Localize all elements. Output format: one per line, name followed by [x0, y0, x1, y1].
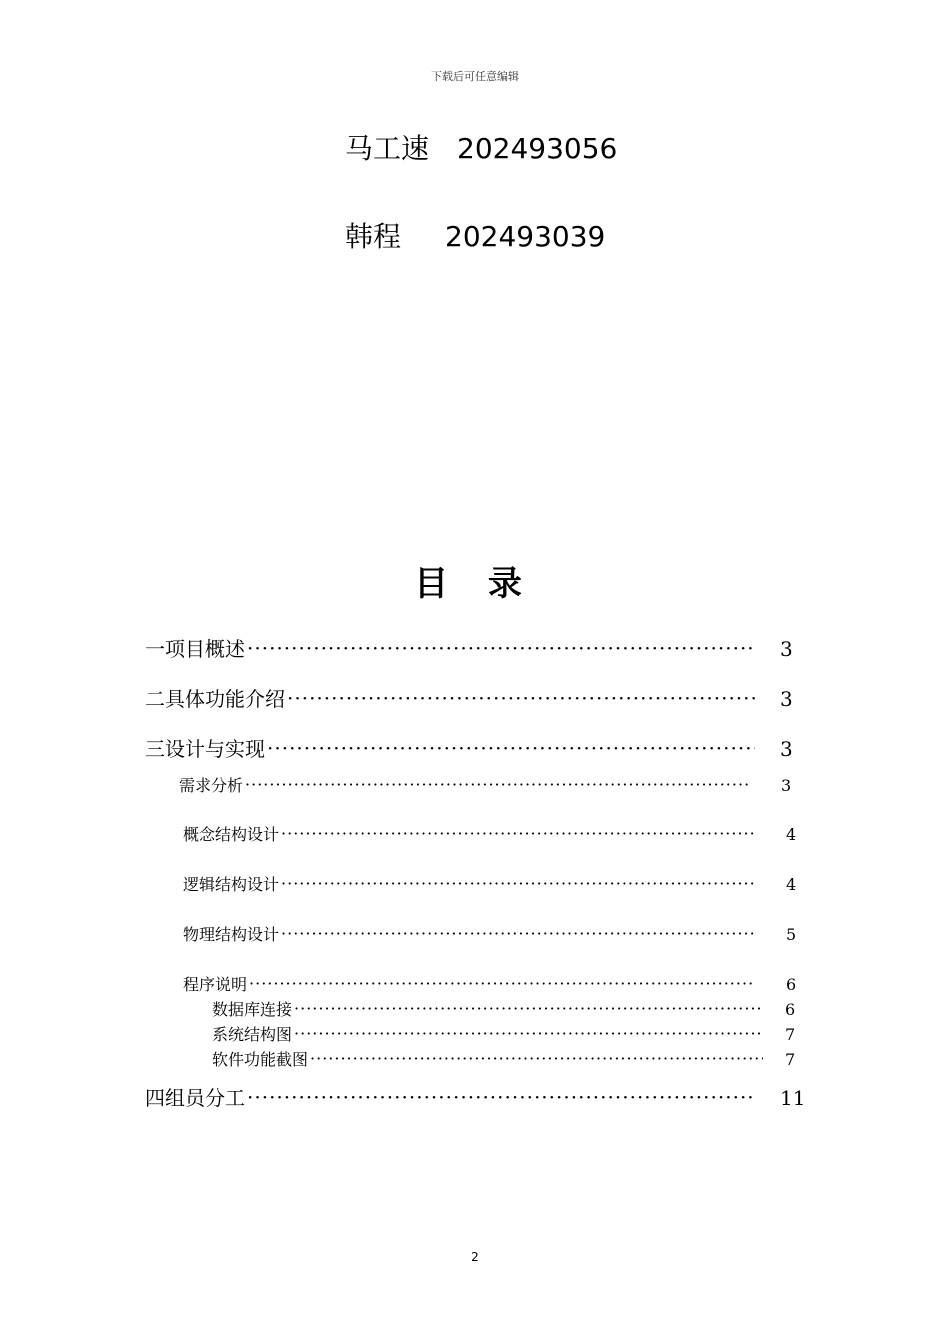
member-id: 202493039 [445, 220, 606, 253]
member-name: 韩程 [345, 220, 402, 253]
toc-entry-page: 3 [780, 737, 793, 761]
toc-entry[interactable] [179, 776, 792, 795]
toc-entry-label: 数据库连接 [212, 1000, 293, 1019]
member-name: 马工速 [345, 132, 430, 165]
toc-entry-label: 项目概述 [165, 637, 245, 661]
toc-entry-page: 7 [785, 1050, 796, 1069]
toc-leader-dots [281, 876, 755, 892]
member-row [345, 220, 606, 253]
toc-entry-page: 6 [786, 975, 797, 994]
toc-leader-dots [281, 926, 755, 942]
toc-leader-dots [247, 1087, 755, 1107]
toc-entry[interactable] [183, 975, 797, 994]
toc-leader-dots [247, 638, 755, 658]
toc-entry-page: 7 [785, 1025, 796, 1044]
toc-entry-page: 6 [785, 1000, 796, 1019]
header-note: 下载后可任意编辑 [431, 70, 519, 83]
toc-entry[interactable] [183, 925, 797, 944]
toc-entry-label: 设计与实现 [165, 737, 265, 761]
toc-entry-page: 4 [786, 875, 797, 894]
toc-entry-page: 3 [780, 687, 793, 711]
toc-entry-number: 三 [145, 737, 165, 761]
toc-entry-label: 逻辑结构设计 [183, 875, 280, 894]
toc-entry[interactable] [212, 1000, 796, 1019]
toc-entry[interactable] [183, 875, 797, 894]
toc-entry-page: 11 [780, 1086, 806, 1110]
toc-entry-label: 概念结构设计 [183, 825, 280, 844]
toc-entry-label: 软件功能截图 [212, 1050, 309, 1069]
toc-entry-label: 需求分析 [179, 776, 244, 795]
toc-leader-dots [294, 1026, 763, 1042]
toc-entry-page: 4 [786, 825, 797, 844]
member-id: 202493056 [457, 132, 618, 165]
toc-entry-number: 二 [145, 687, 165, 711]
toc-entry[interactable] [212, 1025, 796, 1044]
toc-leader-dots [245, 777, 751, 793]
toc-entry[interactable] [183, 825, 797, 844]
toc-entry[interactable] [145, 637, 793, 661]
toc-leader-dots [249, 976, 755, 992]
toc-leader-dots [281, 826, 755, 842]
toc-entry[interactable] [145, 737, 793, 761]
toc-entry-number: 一 [145, 637, 165, 661]
toc-entry-page: 3 [781, 776, 792, 795]
toc-entry-label: 程序说明 [183, 975, 248, 994]
page-number: 2 [471, 1250, 479, 1264]
toc-title: 目 录 [414, 564, 536, 604]
toc-entry[interactable] [212, 1050, 796, 1069]
toc-leader-dots [294, 1001, 763, 1017]
toc-entry-page: 3 [780, 637, 793, 661]
toc-leader-dots [287, 688, 755, 708]
toc-entry-label: 具体功能介绍 [165, 687, 285, 711]
toc-leader-dots [310, 1051, 763, 1067]
toc-entry-label: 物理结构设计 [183, 925, 280, 944]
toc-entry-label: 组员分工 [165, 1086, 245, 1110]
toc-entry[interactable] [145, 687, 793, 711]
toc-entry-number: 四 [145, 1086, 165, 1110]
member-row [345, 132, 618, 165]
toc-entry[interactable] [145, 1086, 806, 1110]
toc-entry-label: 系统结构图 [212, 1025, 293, 1044]
toc-leader-dots [267, 738, 755, 758]
toc-entry-page: 5 [786, 925, 797, 944]
